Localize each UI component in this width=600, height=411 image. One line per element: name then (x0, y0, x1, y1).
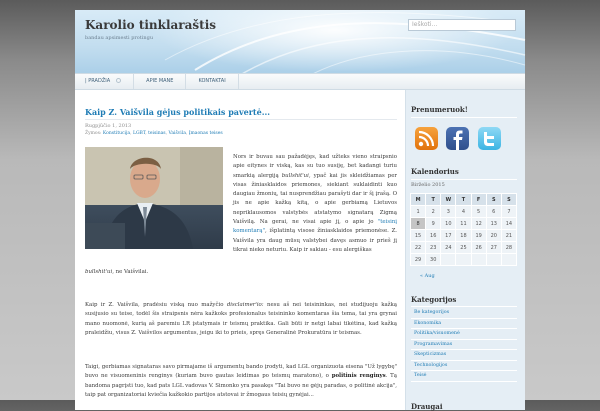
calendar-weekday: T (426, 194, 441, 206)
calendar-day: 22 (411, 242, 426, 254)
calendar-week-row (411, 230, 517, 242)
calendar-day: 5 (471, 206, 486, 218)
calendar-day: 30 (426, 254, 441, 266)
post-paragraph-1: Nors ir buvau sau pažadėjęs, kad užteks vieno straipsnio apie eitynes ir viską, kas su tuo susiję, bet kadangi turiu smarkią alergiją bullshit'ui, ypač kai jis skleidžiamas per visas žiniasklaidos priemones, siekiant suklaidinti kuo daugiau žmonių, tai nusprendžiau parašyti dar ir šį įrašą. O jis ne apie kažką kitą, o apie gerbiamą Lietuvos nepriklausomos valstybės atstatymo signatarą Zigmą Vaišvilą. Na gerai, ne visai apie jį, o apie jo "teisinį komentarą", išplatintą visose žiniasklaidos priemonėse. Z. Vaišvila yra daug mūsų valstybei davęs asmuo ir prieš jį tikrai nieko neturiu. Kaip ir sakiau - esu alergiškas (233, 154, 398, 253)
calendar-day: 17 (441, 230, 456, 242)
calendar-day: 12 (471, 218, 486, 230)
calendar-day (456, 254, 471, 266)
sidebar (405, 90, 525, 410)
post-paragraph-1-tail: bullshit'ui, ne Vaišvilai. (85, 269, 149, 275)
post-photo (85, 147, 223, 249)
calendar-day: 18 (456, 230, 471, 242)
categories-list (411, 308, 517, 382)
calendar-week-row (411, 242, 517, 254)
calendar-day: 4 (456, 206, 471, 218)
widget-divider (411, 179, 517, 180)
calendar-weekday: M (411, 194, 426, 206)
category-link[interactable]: Ekonomika (411, 319, 517, 330)
widget-divider (411, 306, 517, 307)
site-description: bandau apsimesti protingu (85, 35, 154, 41)
calendar-day: 26 (471, 242, 486, 254)
widget-divider (411, 117, 517, 118)
main-content (75, 100, 405, 410)
calendar-month: Birželio 2015 (411, 182, 445, 188)
nav-item-contacts[interactable]: KONTAKTAI (186, 74, 238, 89)
calendar-prev-link[interactable]: « Aug (420, 273, 435, 279)
calendar-week-row (411, 218, 517, 230)
calendar-header-row (411, 194, 517, 206)
category-link[interactable]: Politika/visuomenė (411, 329, 517, 340)
tag-link[interactable]: Konstitucija (102, 131, 131, 136)
header (75, 10, 525, 78)
tag-link[interactable]: LGBT (132, 131, 146, 136)
calendar-day: 2 (426, 206, 441, 218)
calendar-day: 28 (501, 242, 516, 254)
calendar-day: 14 (501, 218, 516, 230)
calendar-day: 23 (426, 242, 441, 254)
search-input[interactable]: Ieškoti... (408, 19, 516, 31)
tags-label: Žymos: (85, 131, 102, 136)
calendar-day: 13 (486, 218, 501, 230)
categories-title: Kategorijos (411, 295, 457, 304)
rss-icon[interactable] (415, 127, 438, 150)
subscribe-title: Prenumeruok! (411, 105, 468, 114)
nav-item-home-label: | PRADŽIA (85, 78, 111, 84)
calendar-weekday: F (471, 194, 486, 206)
post-date: Rugpjūčio 1, 2013 (85, 123, 132, 129)
calendar-day: 9 (426, 218, 441, 230)
calendar-week-row (411, 254, 517, 266)
calendar-body (411, 206, 517, 266)
calendar-day: 6 (486, 206, 501, 218)
calendar-day: 8 (411, 218, 426, 230)
tag-link[interactable]: Įmaonas teises (188, 131, 223, 136)
tag-link[interactable]: Vaišvila (168, 131, 186, 136)
calendar-weekday: S (486, 194, 501, 206)
category-link[interactable]: Be kategorijos (411, 308, 517, 319)
category-link[interactable]: Teisė (411, 371, 517, 382)
calendar-day: 1 (411, 206, 426, 218)
calendar-day (486, 254, 501, 266)
post-paragraph-2: Kaip ir Z. Vaišvila, pradėsiu viską nuo mažyčio disclaimer'io: nesu aš nei teisininkas, nei studijuoju kažką susijusio su teise, todėl šis straipsnis nėra kažkoks profesionalus teisininko komentaras šia tema, tai yra grynai mano nuomonė, kurią aš paremiu LR įstatymais ir teismų praktika. Gali būti ir netgi labai tikėtina, kad kažką praleidžiu, visus Z. Vaišvilos argumentus, jeigu iki to prieis, spręs Generalinė Prokuratūra ir teismas. (85, 302, 397, 336)
calendar-day: 3 (441, 206, 456, 218)
category-link[interactable]: Programavimas (411, 340, 517, 351)
calendar-day: 25 (456, 242, 471, 254)
calendar-day: 19 (471, 230, 486, 242)
calendar-day: 20 (486, 230, 501, 242)
page-container (75, 10, 525, 410)
calendar-day (441, 254, 456, 266)
calendar-table (410, 193, 517, 266)
nav-item-home[interactable] (75, 74, 134, 89)
nav-item-about[interactable]: APIE MANE (134, 74, 186, 89)
calendar-day: 15 (411, 230, 426, 242)
category-link[interactable]: Skepticizmas (411, 350, 517, 361)
friends-title: Draugai (411, 402, 443, 411)
calendar-day: 21 (501, 230, 516, 242)
calendar-day: 10 (441, 218, 456, 230)
main-navigation (75, 73, 525, 90)
calendar-day (471, 254, 486, 266)
calendar-weekday: W (441, 194, 456, 206)
calendar-day: 29 (411, 254, 426, 266)
post-paragraph-3: Taigi, gerbiamas signataras savo pirmajame iš argumentų bando įrodyti, kad LGL organizuota eisena "Už lygybę" buvo ne visuomeninis renginys (kuriam buvo gautas leidimas po teismų maratono), o politinis renginys. Tą bandoma pagrįsti tuo, kad pats LGL vadovas V. Simonko yra pasakęs "Tai buvo ne gėjų paradas, o politinė akcija", taip pat organizatoriai kviečia kažkokio partijos atstovai ir žmogaus teisių gynėjai... (85, 364, 397, 398)
post-tags: Žymos: Konstitucija, LGBT, teisinas, Vaišvila, Įmaonas teises (85, 131, 223, 136)
calendar-day (501, 254, 516, 266)
calendar-day: 24 (441, 242, 456, 254)
comment-link[interactable]: "teisinį komentarą" (233, 219, 398, 235)
facebook-icon[interactable] (446, 127, 469, 150)
site-title[interactable]: Karolio tinklaraštis (85, 18, 217, 32)
calendar-weekday: S (501, 194, 516, 206)
twitter-icon[interactable] (478, 127, 501, 150)
calendar-day: 16 (426, 230, 441, 242)
home-icon (116, 78, 121, 83)
calendar-week-row (411, 206, 517, 218)
post-title[interactable]: Kaip Z. Vaišvila gėjus politikais pavertė... (85, 107, 271, 117)
calendar-day: 7 (501, 206, 516, 218)
category-link[interactable]: Technologijos (411, 361, 517, 372)
tag-link[interactable]: teisinas (148, 131, 166, 136)
calendar-day: 11 (456, 218, 471, 230)
post-divider (85, 119, 397, 120)
calendar-weekday: T (456, 194, 471, 206)
calendar-title: Kalendorius (411, 167, 459, 176)
calendar-day: 27 (486, 242, 501, 254)
